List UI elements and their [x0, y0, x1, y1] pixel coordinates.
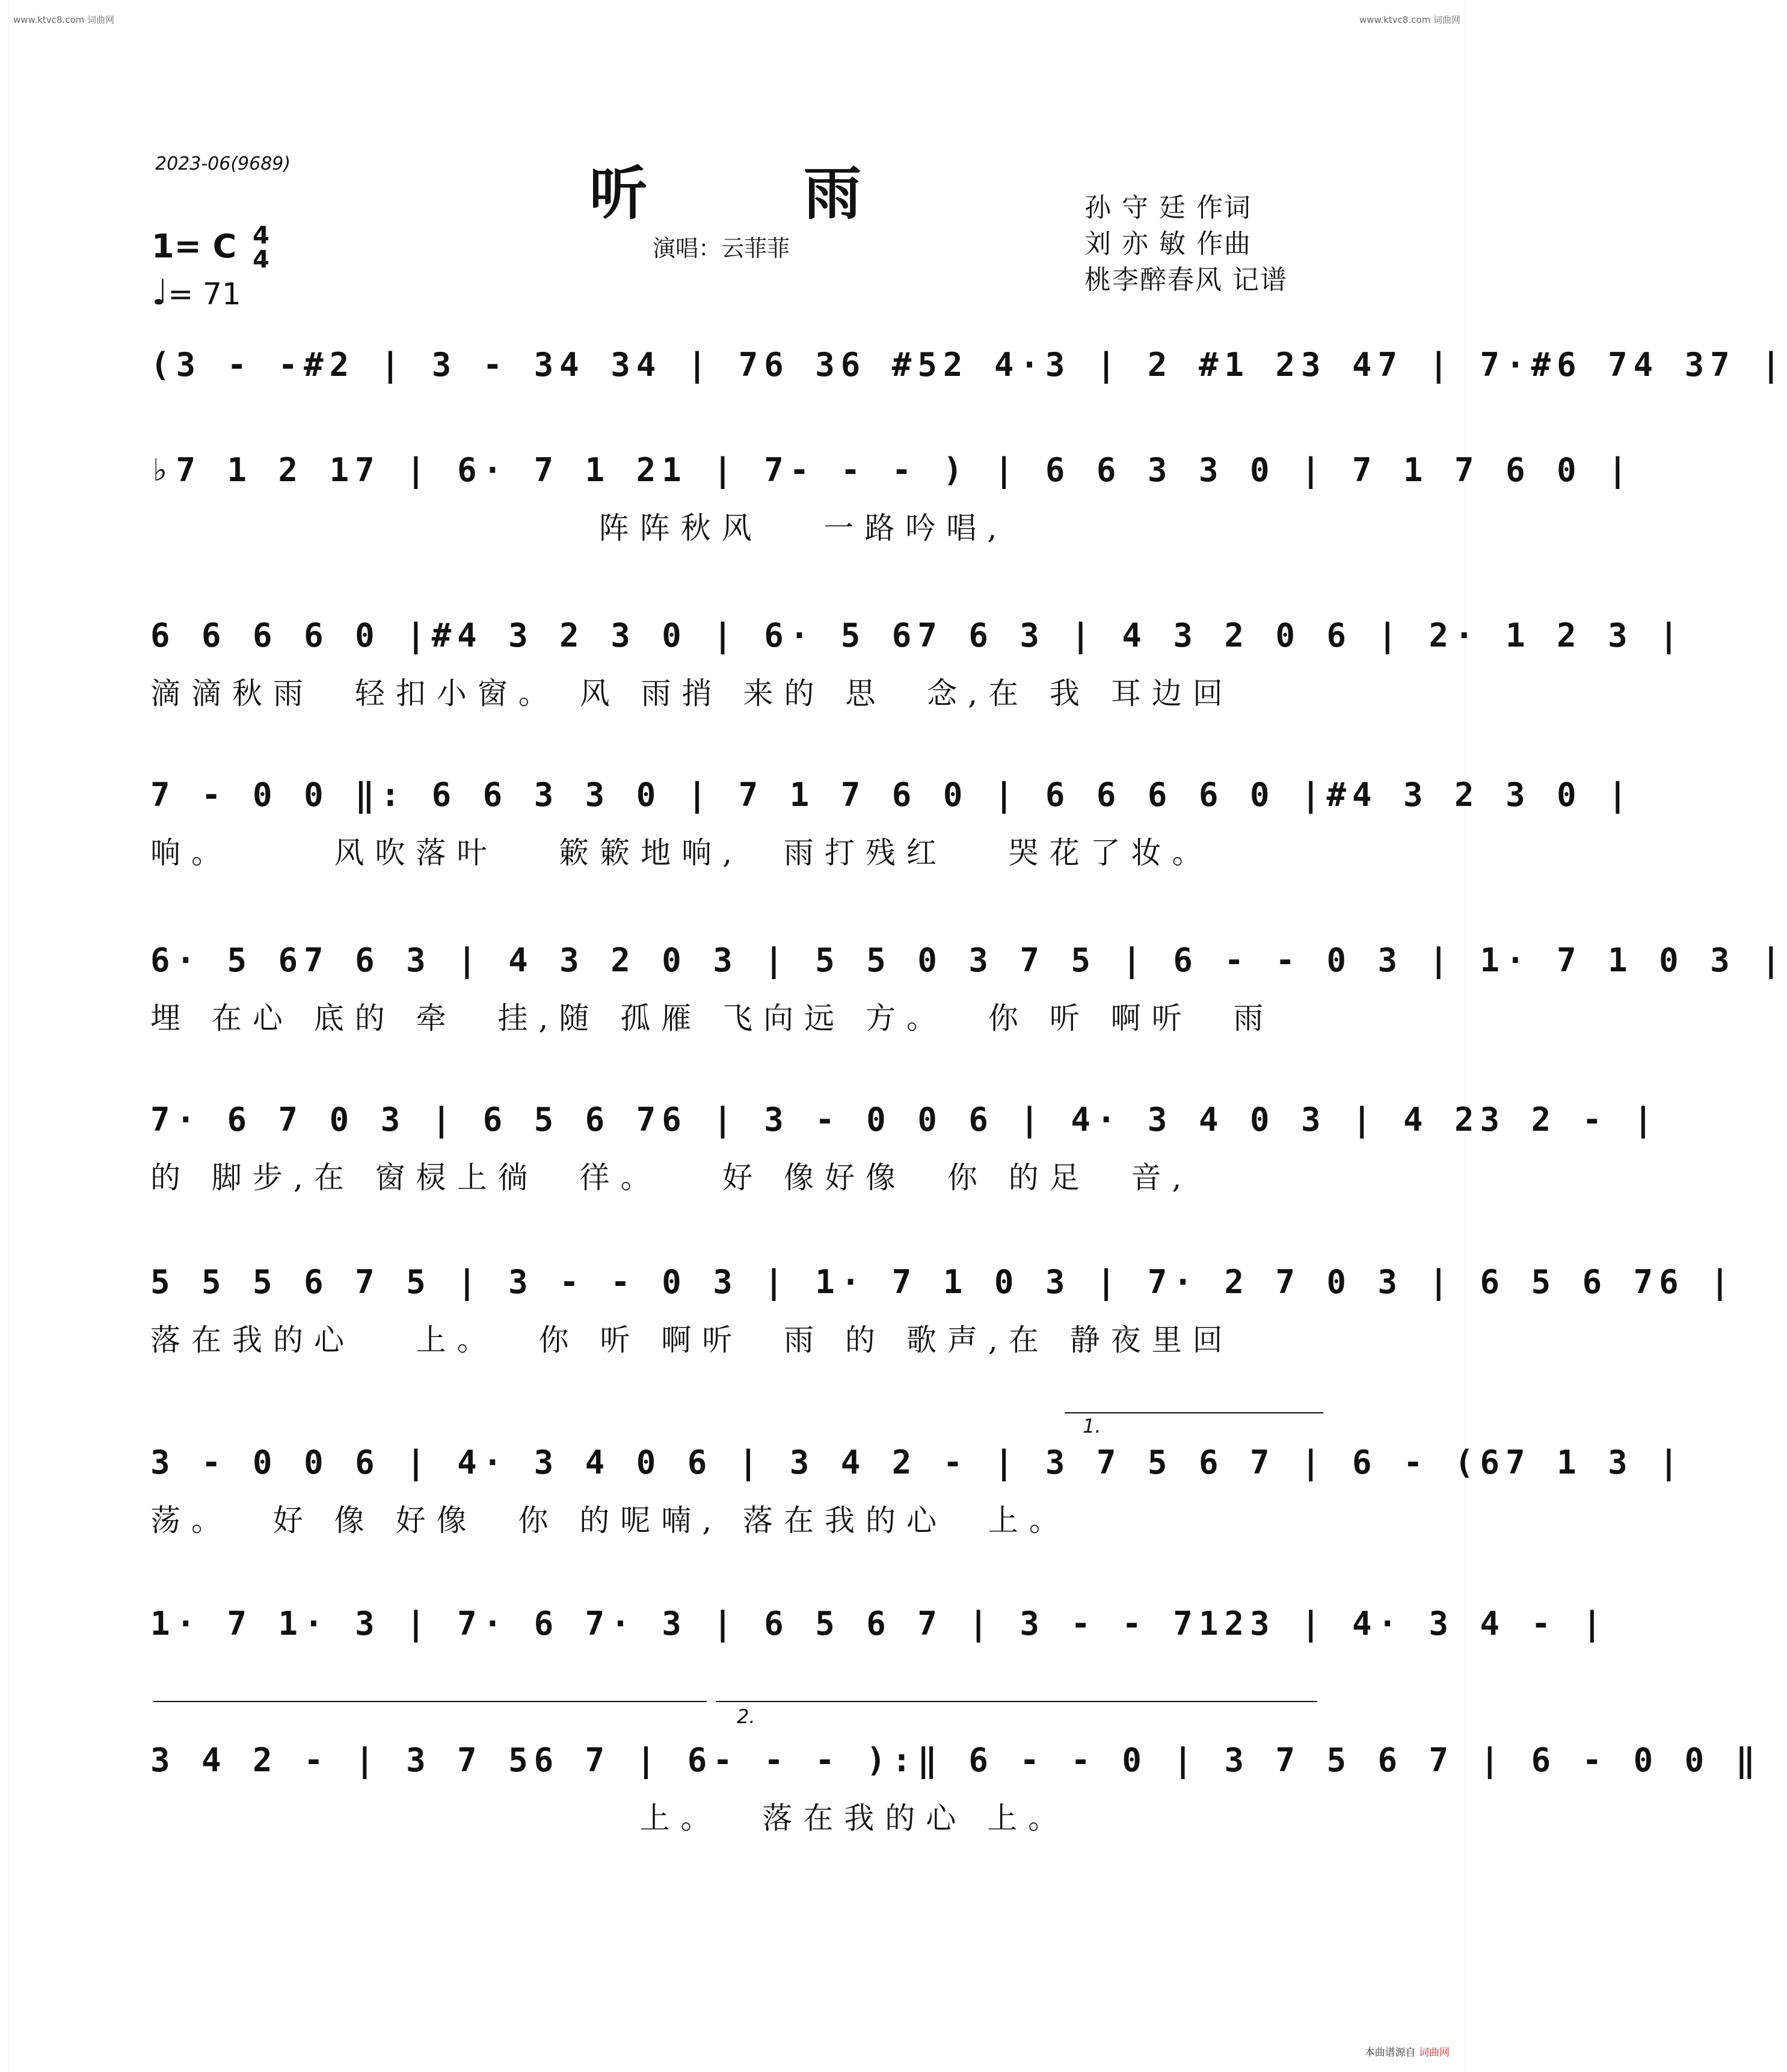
transcriber-credit: 桃李醉春风 记谱: [1084, 265, 1288, 295]
lyrics-line: 的 脚步,在 窗棂上徜 徉。 好 像好像 你 的足 音,: [150, 1160, 1193, 1195]
notation-line: 5 5 5 6 7 5 | 3 - - 0 3 | 1· 7 1 0 3 | 7· 2 7 0 3 | 6 5 6 76 |: [150, 1263, 1736, 1301]
lyricist-credit: 孙 守 廷 作词: [1084, 192, 1252, 223]
score-system-1: [150, 346, 1787, 441]
score-system-5: [150, 941, 1787, 1036]
lyrics-line: 阵阵秋风 一路吟唱,: [150, 511, 1008, 546]
quarter-note-icon: ♩: [152, 272, 168, 313]
lyrics-line: [150, 1658, 1323, 1700]
notation-line: 3 4 2 - | 3 7 56 7 | 6- - - ):‖ 6 - - 0 | 3 7 5 6 7 | 6 - 0 0 ‖: [150, 1741, 1762, 1779]
volta-1-bracket-continued: [153, 1701, 707, 1702]
score-system-4: [150, 776, 1634, 871]
left-margin-strip: [0, 0, 9, 2072]
volta-2-label: 2.: [737, 1705, 755, 1728]
score-system-3: [150, 616, 1685, 712]
meter-top: 4: [253, 222, 269, 250]
lyrics-line: 滴滴秋雨 轻扣小窗。 风 雨捎 来的 思 念,在 我 耳边回: [150, 676, 1234, 711]
lyrics-line: 落在我的心 上。 你 听 啊听 雨 的 歌声,在 静夜里回: [150, 1323, 1234, 1357]
score-system-2: [150, 451, 1634, 546]
watermark-top-right: www.ktvc8.com 词曲网: [1359, 14, 1460, 25]
notation-line: 3 - 0 0 6 | 4· 3 4 0 6 | 3 4 2 - | 3 7 5 6 7 | 6 - (67 1 3 |: [150, 1443, 1685, 1481]
score-system-6: [150, 1101, 1659, 1196]
page-title: 听雨: [589, 159, 1018, 227]
meter-bottom: 4: [253, 246, 269, 274]
watermark-bottom-right: [1365, 2044, 1450, 2059]
credits-block: [1084, 190, 1288, 298]
notation-line: ♭7 1 2 17 | 6· 7 1 21 | 7- - - ) | 6 6 3 3 0 | 7 1 7 6 0 |: [150, 451, 1634, 489]
singer-credit: 演唱：云菲菲: [653, 235, 790, 262]
time-signature: [253, 224, 269, 272]
lyrics-line: 响。 风吹落叶 簌簌地响, 雨打残红 哭花了妆。: [150, 835, 1213, 870]
lyrics-line: [150, 399, 1323, 441]
tempo-value: = 71: [168, 277, 241, 312]
notation-line: 6 6 6 6 0 |#4 3 2 3 0 | 6· 5 67 6 3 | 4 3 2 0 6 | 2· 1 2 3 |: [150, 616, 1685, 654]
score-code: 2023-06(9689): [155, 153, 291, 174]
volta-1-bracket: [1065, 1412, 1323, 1413]
lyrics-line: 荡。 好 像 好像 你 的呢喃, 落在我的心 上。: [150, 1503, 1070, 1538]
watermark-site-name: 词曲网: [1419, 2047, 1450, 2059]
volta-1-label: 1.: [1083, 1415, 1101, 1437]
notation-line: (3 - -#2 | 3 - 34 34 | 76 36 #52 4·3 | 2 #1 23 47 | 7·#6 74 37 |: [150, 346, 1787, 384]
watermark-top-left: www.ktvc8.com 词曲网: [13, 14, 115, 25]
lyrics-line: 埋 在心 底的 牵 挂,随 孤雁 飞向远 方。 你 听 啊听 雨: [150, 1001, 1275, 1036]
notation-line: 7 - 0 0 ‖: 6 6 3 3 0 | 7 1 7 6 0 | 6 6 6 6 0 |#4 3 2 3 0 |: [150, 776, 1634, 814]
score-system-9: [150, 1605, 1608, 1700]
watermark-source-text: 本曲谱源自: [1364, 2047, 1416, 2059]
notation-line: 6· 5 67 6 3 | 4 3 2 0 3 | 5 5 0 3 7 5 | 6 - - 0 3 | 1· 7 1 0 3 |: [150, 941, 1787, 979]
score-system-8: [150, 1443, 1685, 1539]
volta-2-bracket: [716, 1701, 1317, 1702]
notation-line: 1· 7 1· 3 | 7· 6 7· 3 | 6 5 6 7 | 3 - - 7123 | 4· 3 4 - |: [150, 1605, 1608, 1643]
composer-credit: 刘 亦 敏 作曲: [1084, 229, 1252, 259]
key-signature: 1= C: [152, 227, 237, 265]
tempo-marking: [152, 272, 241, 313]
notation-line: 7· 6 7 0 3 | 6 5 6 76 | 3 - 0 0 6 | 4· 3 4 0 3 | 4 23 2 - |: [150, 1101, 1659, 1139]
score-system-7: [150, 1263, 1736, 1358]
lyrics-line: 上。 落在我的心 上。: [150, 1801, 1069, 1836]
score-system-10: [150, 1741, 1762, 1836]
